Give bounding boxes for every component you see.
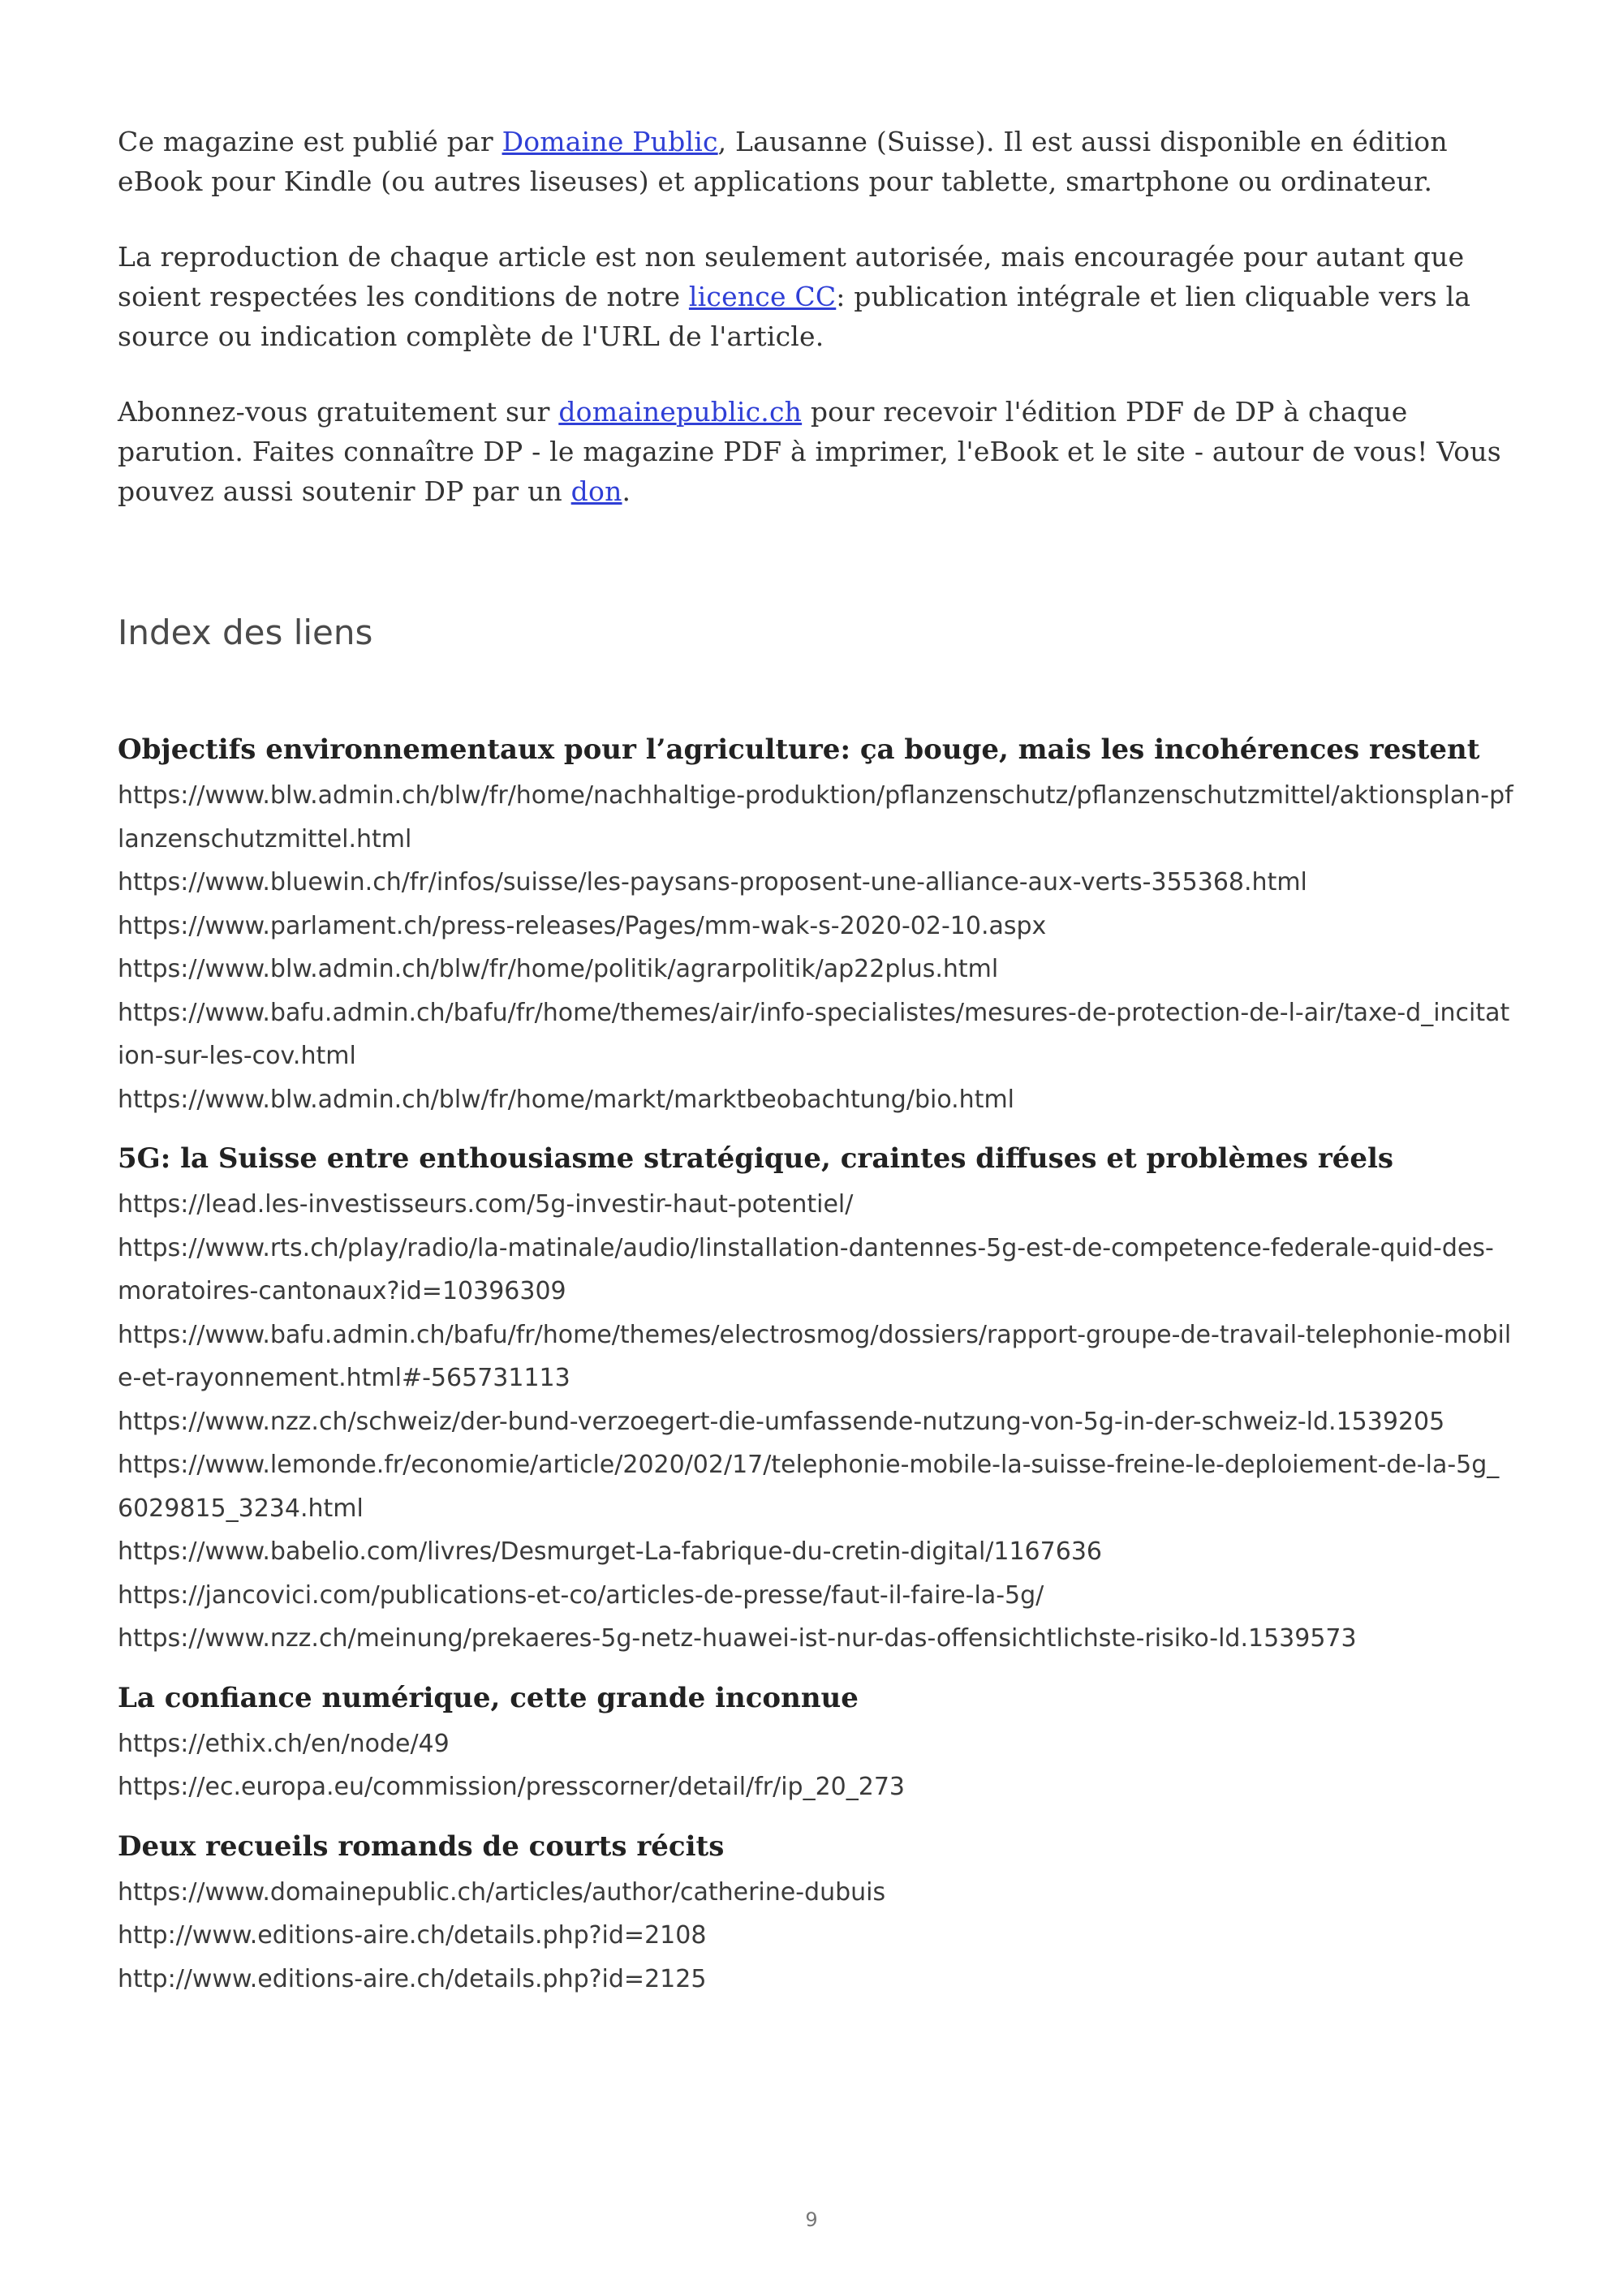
intro-text: , Lausanne (Suisse). Il est aussi disponible en édition eBook pour Kindle (ou autres liseuses) et applications pour tablette, smartphone ou ordinateur. <box>118 126 1448 197</box>
section-title: 5G: la Suisse entre enthousiasme stratégique, craintes diffuses et problèmes réels <box>118 1142 1394 1175</box>
intro-paragraph-license <box>118 237 1513 356</box>
domainepublic-link[interactable]: domainepublic.ch <box>558 396 803 428</box>
link-url[interactable]: https://lead.les-investisseurs.com/5g-investir-haut-potentiel/ <box>118 1190 854 1219</box>
link-url[interactable]: https://www.babelio.com/livres/Desmurget-La-fabrique-du-cretin-digital/1167636 <box>118 1537 1102 1566</box>
index-heading: Index des liens <box>118 613 373 652</box>
link-section <box>118 1827 1513 2001</box>
link-url[interactable]: https://www.nzz.ch/meinung/prekaeres-5g-netz-huawei-ist-nur-das-offensichtlichste-risiko-ld.1539573 <box>118 1624 1357 1653</box>
link-url[interactable]: https://www.parlament.ch/press-releases/Pages/mm-wak-s-2020-02-10.aspx <box>118 911 1047 940</box>
intro-text: pour recevoir l'édition PDF de DP à chaque parution. Faites connaître DP - le magazine PDF à imprimer, l'eBook et le site - autour de vous! Vous pouvez aussi soutenir DP par un <box>118 396 1501 507</box>
intro-text: Abonnez-vous gratuitement sur <box>118 396 559 428</box>
link-section <box>118 730 1513 1121</box>
intro-text: Ce magazine est publié par <box>118 126 502 157</box>
link-url[interactable]: https://www.bluewin.ch/fr/infos/suisse/les-paysans-proposent-une-alliance-aux-verts-355368.html <box>118 868 1307 896</box>
link-url[interactable]: https://www.blw.admin.ch/blw/fr/home/politik/agrarpolitik/ap22plus.html <box>118 955 999 983</box>
document-page <box>118 122 1513 2019</box>
link-url[interactable]: https://www.lemonde.fr/economie/article/2020/02/17/telephonie-mobile-la-suisse-freine-le-deploiement-de-la-5g_6029815_3234.html <box>118 1451 1500 1523</box>
page-number: 9 <box>805 2208 818 2231</box>
links-index <box>118 730 1513 2001</box>
domaine-public-link[interactable]: Domaine Public <box>502 126 718 157</box>
link-url[interactable]: https://www.blw.admin.ch/blw/fr/home/markt/marktbeobachtung/bio.html <box>118 1085 1015 1114</box>
link-url[interactable]: http://www.editions-aire.ch/details.php?id=2125 <box>118 1964 707 1993</box>
link-url[interactable]: https://www.domainepublic.ch/articles/author/catherine-dubuis <box>118 1877 886 1907</box>
link-url[interactable]: https://jancovici.com/publications-et-co/articles-de-presse/faut-il-faire-la-5g/ <box>118 1580 1044 1610</box>
link-url[interactable]: https://www.bafu.admin.ch/bafu/fr/home/themes/electrosmog/dossiers/rapport-groupe-de-travail-telephonie-mobile-et-rayonnement.html#-565731113 <box>118 1320 1512 1392</box>
link-section <box>118 1679 1513 1809</box>
link-url[interactable]: https://ethix.ch/en/node/49 <box>118 1729 450 1758</box>
section-title: Deux recueils romands de courts récits <box>118 1829 725 1863</box>
link-url[interactable]: https://www.nzz.ch/schweiz/der-bund-verzoegert-die-umfassende-nutzung-von-5g-in-der-schweiz-ld.1539205 <box>118 1407 1445 1436</box>
section-title: Objectifs environnementaux pour l’agriculture: ça bouge, mais les incohérences restent <box>118 733 1480 766</box>
intro-text: : publication intégrale et lien cliquable vers la source ou indication complète de l'URL de l'article. <box>118 281 1471 352</box>
licence-cc-link[interactable]: licence CC <box>688 281 837 312</box>
intro-text: La reproduction de chaque article est non seulement autorisée, mais encouragée pour autant que soient respectées les conditions de notre <box>118 241 1465 312</box>
intro-text: . <box>622 475 631 507</box>
section-title: La confiance numérique, cette grande inconnue <box>118 1681 859 1714</box>
link-url[interactable]: https://ec.europa.eu/commission/presscorner/detail/fr/ip_20_273 <box>118 1773 906 1801</box>
link-section <box>118 1139 1513 1661</box>
link-url[interactable]: http://www.editions-aire.ch/details.php?id=2108 <box>118 1921 707 1950</box>
intro-paragraph-subscribe <box>118 392 1513 511</box>
link-url[interactable]: https://www.bafu.admin.ch/bafu/fr/home/themes/air/info-specialistes/mesures-de-protection-de-l-air/taxe-d_incitation-sur-les-cov.html <box>118 998 1510 1070</box>
intro-block <box>118 122 1513 511</box>
don-link[interactable]: don <box>570 475 622 507</box>
link-url[interactable]: https://www.rts.ch/play/radio/la-matinale/audio/linstallation-dantennes-5g-est-de-competence-federale-quid-des-moratoires-cantonaux?id=10396309 <box>118 1233 1494 1305</box>
link-url[interactable]: https://www.blw.admin.ch/blw/fr/home/nachhaltige-produktion/pflanzenschutz/pflanzenschutzmittel/aktionsplan-pflanzenschutzmittel.html <box>118 781 1513 853</box>
intro-paragraph-publisher <box>118 122 1513 201</box>
